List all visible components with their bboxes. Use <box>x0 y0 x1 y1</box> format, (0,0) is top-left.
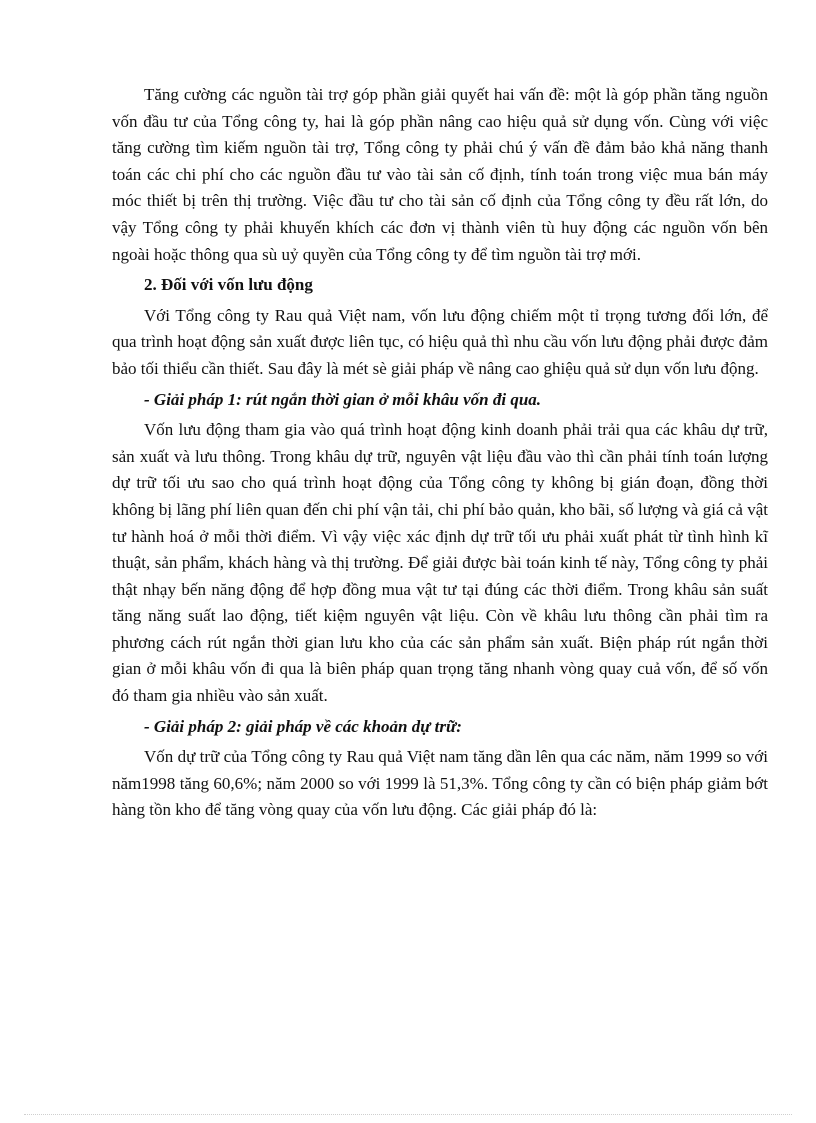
paragraph-solution-2: Vốn dự trữ của Tổng công ty Rau quả Việt nam tăng dần lên qua các năm, năm 1999 so với năm1998 tăng 60,6%; năm 2000 so với 1999 là 51,3%. Tổng công ty cần có biện pháp giảm bớt hàng tồn kho để tăng vòng quay của vốn lưu động. Các giải pháp đó là: <box>112 747 768 820</box>
paragraph-working-capital-intro: Với Tổng công ty Rau quả Việt nam, vốn lưu động chiếm một tỉ trọng tương đối lớn, để qua trình hoạt động sản xuất được liên tục, có hiệu quả thì nhu cầu vốn lưu động phải được đảm bảo tối thiểu cần thiết. Sau đây là mét sè giải pháp về nâng cao ghiệu quả sử dụn vốn lưu động. <box>112 305 768 378</box>
paragraph-solution-1: Vốn lưu động tham gia vào quá trình hoạt động kinh doanh phải trải qua các khâu dự trữ, sản xuất và lưu thông. Trong khâu dự trữ, nguyên vật liệu đầu vào thì cần phải tính toán lượng dự trữ tối ưu sao cho quá trình hoạt động của Tổng công ty không bị gián đoạn, đồng thời không bị lãng phí liên quan đến chi phí vận tải, chi phí bảo quản, kho bãi, số lượng và giá cả vật tư hành hoá ở mỗi thời điểm. Vì vậy việc xác định dự trữ tối ưu phải xuất phát từ tình hình kĩ thuật, sản phẩm, khách hàng và thị trường. Để giải được bài toán kinh tế này, Tổng công ty phải thật nhạy bến năng động để hợp đồng mua vật tư tại đúng các thời điểm. Trong khâu sản suất tăng năng suất lao động, tiết kiệm nguyên vật liệu. Còn về khâu lưu thông cần phải tìm ra phương cách rút ngắn thời gian lưu kho của các sản phẩm sản xuất. Biện pháp rút ngắn thời gian ở mỗi khâu vốn đi qua là biên pháp quan trọng tăng nhanh vòng quay cuả vốn, để số vốn đó tham gia nhiều vào sản xuất. <box>112 420 768 706</box>
solution-2-title: - Giải pháp 2: giải pháp về các khoản dự trữ: <box>144 716 462 736</box>
solution-1-title: - Giải pháp 1: rút ngắn thời gian ở mỗi khâu vốn đi qua. <box>144 389 542 409</box>
paragraph-funding: Tăng cường các nguồn tài trợ góp phần giải quyết hai vấn đề: một là góp phần tăng nguồn vốn đầu tư của Tổng công ty, hai là góp phần nâng cao hiệu quả sử dụng vốn. Cùng với việc tăng cường tìm kiếm nguồn tài trợ, Tổng công ty phải chú ý vấn đề đảm bảo khả năng thanh toán các chi phí cho các nguồn đầu tư vào tài sản cố định, tính toán trong việc mua bán máy móc thiết bị trên thị trường. Việc đầu tư cho tài sản cố định của Tổng công ty đều rất lớn, do vậy Tổng công ty phải khuyến khích các đơn vị thành viên tù huy động các nguồn vốn bên ngoài hoặc thông qua sù uỷ quyền của Tổng công ty để tìm nguồn tài trợ mới. <box>112 85 768 264</box>
document-body <box>112 82 768 824</box>
section-heading-working-capital: 2. Đối với vốn lưu động <box>144 275 313 295</box>
page-bottom-divider <box>24 1114 792 1115</box>
